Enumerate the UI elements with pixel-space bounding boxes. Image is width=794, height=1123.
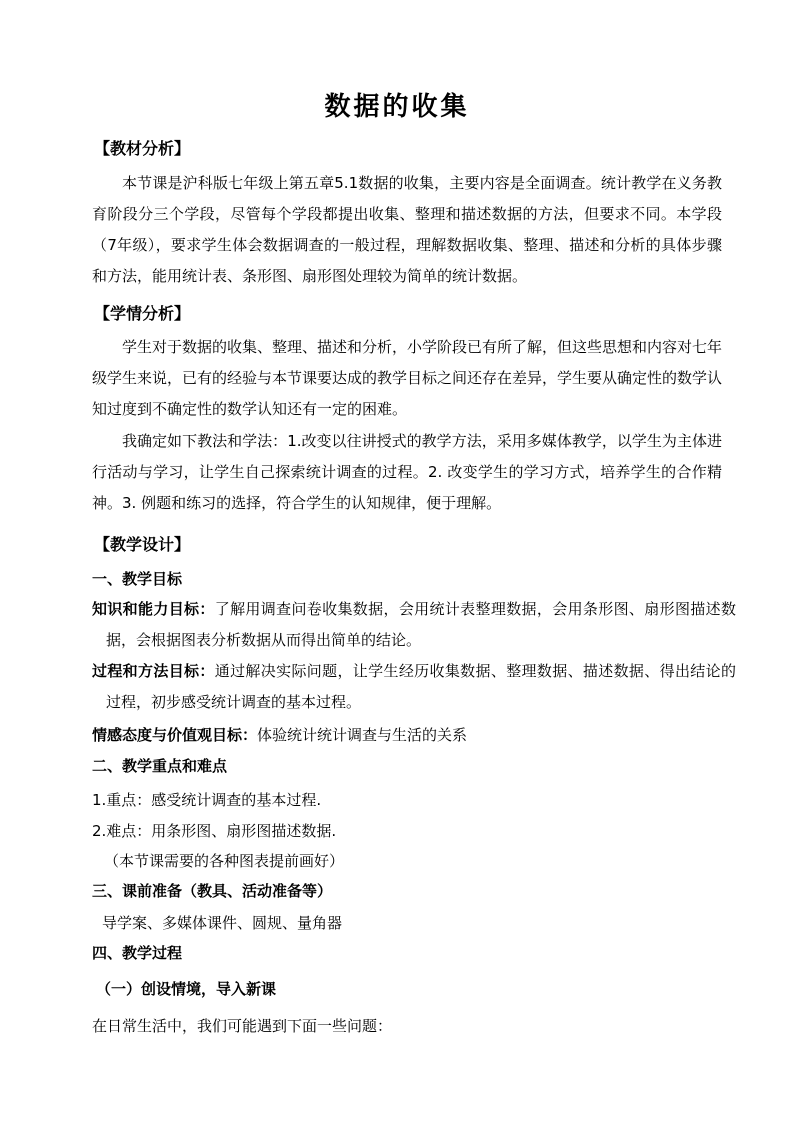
section-heading-teaching-design: 【教学设计】 — [94, 535, 191, 554]
key-point-1: 1.重点：感受统计调查的基本过程. — [92, 791, 322, 809]
goal-knowledge-label: 知识和能力目标： — [92, 600, 215, 618]
section-heading-textbook-analysis: 【教材分析】 — [94, 139, 191, 158]
student-analysis-paragraph: 学生对于数据的收集、整理、描述和分析，小学阶段已有所了解，但这些思想和内容对七年级学生来说，已有的经验与本节课要达成的教学目标之间还存在差异，学生要从确定性的数学认知过度到不确定性的数学认知还有一定的困难。 — [92, 338, 723, 418]
method-paragraph: 我确定如下教法和学法：1.改变以往讲授式的教学方法，采用多媒体教学，以学生为主体进行活动与学习，让学生自己探索统计调查的过程。2. 改变学生的学习方式，培养学生的合作精神。3. 例题和练习的选择，符合学生的认知规律，便于理解。 — [92, 432, 722, 512]
goal-process-text: 通过解决实际问题，让学生经历收集数据、整理数据、描述数据、得出结论的过程，初步感受统计调查的基本过程。 — [106, 662, 736, 711]
preparation-heading: 三、课前准备（教具、活动准备等） — [92, 882, 333, 900]
goal-knowledge — [92, 594, 736, 656]
step1-heading: （一）创设情境，导入新课 — [96, 980, 277, 998]
goal-knowledge-text: 了解用调查问卷收集数据，会用统计表整理数据，会用条形图、扇形图描述数据，会根据图表分析数据从而得出简单的结论。 — [106, 600, 736, 649]
goal-emotion-text: 体验统计统计调查与生活的关系 — [257, 726, 468, 744]
goal-emotion-label: 情感态度与价值观目标： — [92, 726, 258, 744]
process-heading: 四、教学过程 — [92, 944, 183, 962]
key-points-heading: 二、教学重点和难点 — [92, 757, 228, 775]
preparation-text: 导学案、多媒体课件、圆规、量角器 — [102, 914, 343, 932]
document-title: 数据的收集 — [324, 92, 470, 122]
goals-heading: 一、教学目标 — [92, 570, 183, 588]
goal-emotion — [92, 724, 467, 745]
goal-process-label: 过程和方法目标： — [92, 662, 215, 680]
key-point-2: 2.难点：用条形图、扇形图描述数据. — [92, 822, 337, 840]
key-points-note: （本节课需要的各种图表提前画好） — [104, 852, 345, 870]
textbook-analysis-paragraph: 本节课是沪科版七年级上第五章5.1数据的收集，主要内容是全面调查。统计教学在义务教育阶段分三个学段，尽管每个学段都提出收集、整理和描述数据的方法，但要求不同。本学段（7年级），要求学生体会数据调查的一般过程，理解数据收集、整理、描述和分析的具体步骤和方法，能用统计表、条形图、扇形图处理较为简单的统计数据。 — [92, 174, 722, 285]
section-heading-student-analysis: 【学情分析】 — [94, 304, 191, 323]
goal-process — [92, 656, 736, 718]
step1-text: 在日常生活中，我们可能遇到下面一些问题： — [92, 1017, 393, 1035]
